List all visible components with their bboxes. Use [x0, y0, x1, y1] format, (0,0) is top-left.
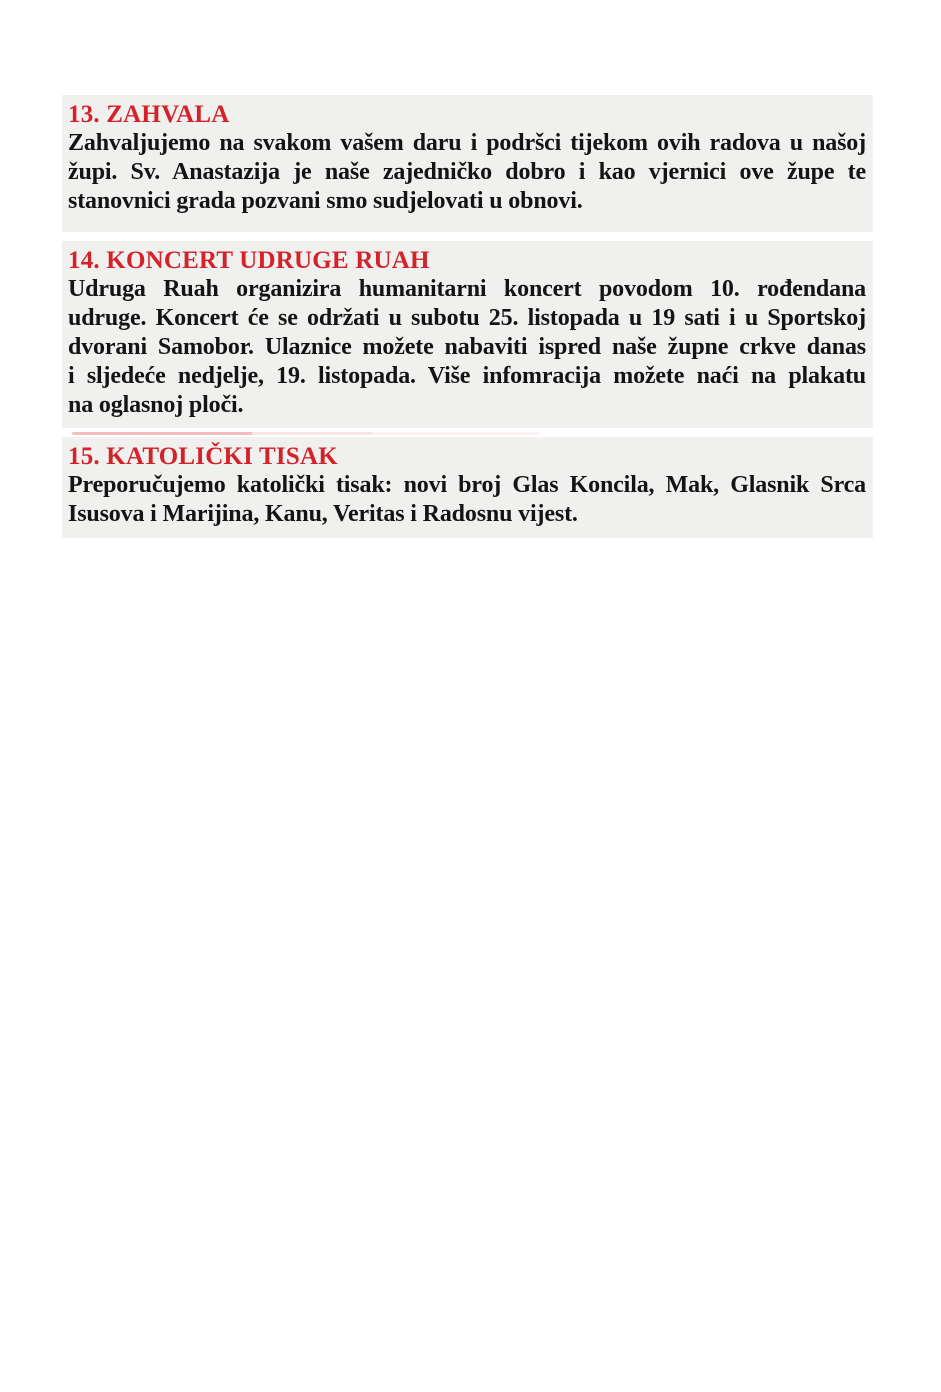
body-line: Isusova i Marijina, Kanu, Veritas i Radosnu vijest. [68, 501, 578, 527]
section-zahvala [62, 95, 873, 232]
body-line: dvorani Samobor. Ulaznice možete nabaviti ispred naše župne crkve danas [68, 334, 866, 360]
body-line: stanovnici grada pozvani smo sudjelovati u obnovi. [68, 188, 583, 214]
section-heading: 14. KONCERT UDRUGE RUAH [68, 247, 430, 274]
body-line: Preporučujemo katolički tisak: novi broj Glas Koncila, Mak, Glasnik Srca [68, 472, 866, 498]
section-katolicki-tisak [62, 437, 873, 538]
section-koncert-udruge-ruah [62, 241, 873, 428]
section-body [68, 275, 866, 420]
section-body [68, 471, 866, 529]
body-line: Udruga Ruah organizira humanitarni koncert povodom 10. rođendana [68, 276, 866, 302]
scan-bleed-artifact [72, 432, 672, 435]
section-body [68, 129, 866, 216]
bulletin-content [62, 95, 873, 547]
body-line: i sljedeće nedjelje, 19. listopada. Više infomracija možete naći na plakatu [68, 363, 866, 389]
body-line: Zahvaljujemo na svakom vašem daru i podršci tijekom ovih radova u našoj [68, 130, 866, 156]
body-line: župi. Sv. Anastazija je naše zajedničko dobro i kao vjernici ove župe te [68, 159, 866, 185]
section-heading: 15. KATOLIČKI TISAK [68, 443, 338, 470]
section-heading: 13. ZAHVALA [68, 101, 230, 128]
body-line: udruge. Koncert će se održati u subotu 25. listopada u 19 sati i u Sportskoj [68, 305, 866, 331]
body-line: na oglasnoj ploči. [68, 392, 244, 418]
